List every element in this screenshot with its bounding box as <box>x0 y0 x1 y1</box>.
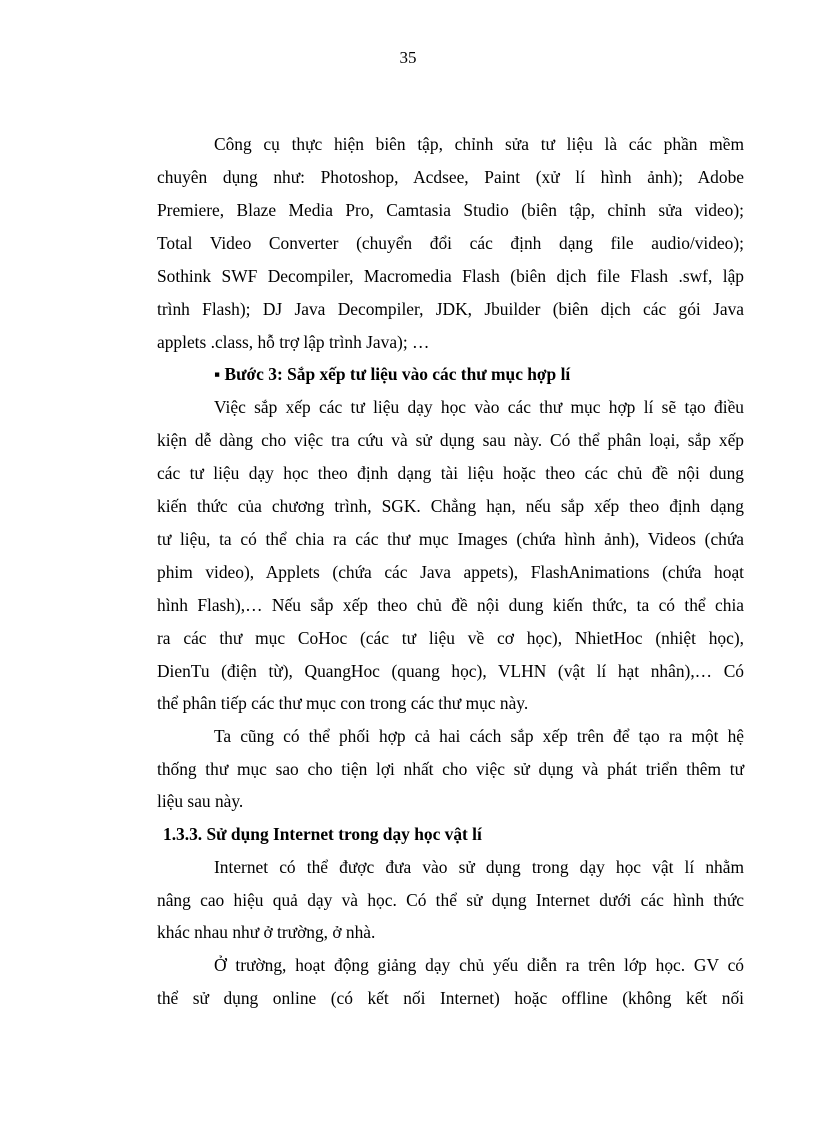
text-line: các tư liệu dạy học theo định dạng tài liệu hoặc theo các chủ đề nội dung <box>157 463 744 483</box>
text-line: thể phân tiếp các thư mục con trong các thư mục này. <box>157 693 529 713</box>
text-line: Công cụ thực hiện biên tập, chỉnh sửa tư liệu là các phần mềm <box>214 134 744 154</box>
text-line: khác nhau như ở trường, ở nhà. <box>157 922 376 942</box>
text-line: applets .class, hỗ trợ lập trình Java); … <box>157 332 430 352</box>
text-line: ra các thư mục CoHoc (các tư liệu về cơ học), NhietHoc (nhiệt học), <box>157 628 744 648</box>
text-line: Việc sắp xếp các tư liệu dạy học vào các thư mục hợp lí sẽ tạo điều <box>214 397 744 417</box>
text-line: nâng cao hiệu quả dạy và học. Có thể sử dụng Internet dưới các hình thức <box>157 890 744 910</box>
page-number: 35 <box>399 48 417 67</box>
text-line: Internet có thể được đưa vào sử dụng trong dạy học vật lí nhằm <box>214 857 744 877</box>
text-line: Total Video Converter (chuyển đổi các định dạng file audio/video); <box>157 233 744 253</box>
text-line: DienTu (điện từ), QuangHoc (quang học), VLHN (vật lí hạt nhân),… Có <box>157 661 744 681</box>
text-line: chuyên dụng như: Photoshop, Acdsee, Paint (xử lí hình ảnh); Adobe <box>157 167 744 187</box>
text-line: thống thư mục sao cho tiện lợi nhất cho việc sử dụng và phát triển thêm tư <box>157 759 744 779</box>
step-3-heading: ▪ Bước 3: Sắp xếp tư liệu vào các thư mục hợp lí <box>214 364 571 384</box>
section-heading: 1.3.3. Sử dụng Internet trong dạy học vật lí <box>163 824 482 844</box>
text-line: phim video), Applets (chứa các Java appets), FlashAnimations (chứa hoạt <box>157 562 744 582</box>
text-line: hình Flash),… Nếu sắp xếp theo chủ đề nội dung kiến thức, ta có thể chia <box>157 595 744 615</box>
text-line: liệu sau này. <box>157 791 244 811</box>
text-line: tư liệu, ta có thể chia ra các thư mục Images (chứa hình ảnh), Videos (chứa <box>157 529 744 549</box>
text-line: Premiere, Blaze Media Pro, Camtasia Studio (biên tập, chỉnh sửa video); <box>157 200 744 220</box>
text-line: kiến thức của chương trình, SGK. Chẳng hạn, nếu sắp xếp theo định dạng <box>157 496 744 516</box>
text-line: Ta cũng có thể phối hợp cả hai cách sắp xếp trên để tạo ra một hệ <box>214 726 744 746</box>
text-line: trình Flash); DJ Java Decompiler, JDK, Jbuilder (biên dịch các gói Java <box>157 299 744 319</box>
text-line: Ở trường, hoạt động giảng dạy chủ yếu diễn ra trên lớp học. GV có <box>214 955 744 975</box>
text-line: thể sử dụng online (có kết nối Internet) hoặc offline (không kết nối <box>157 988 744 1008</box>
text-line: Sothink SWF Decompiler, Macromedia Flash (biên dịch file Flash .swf, lập <box>157 266 744 286</box>
text-line: kiện dễ dàng cho việc tra cứu và sử dụng sau này. Có thể phân loại, sắp xếp <box>157 430 744 450</box>
